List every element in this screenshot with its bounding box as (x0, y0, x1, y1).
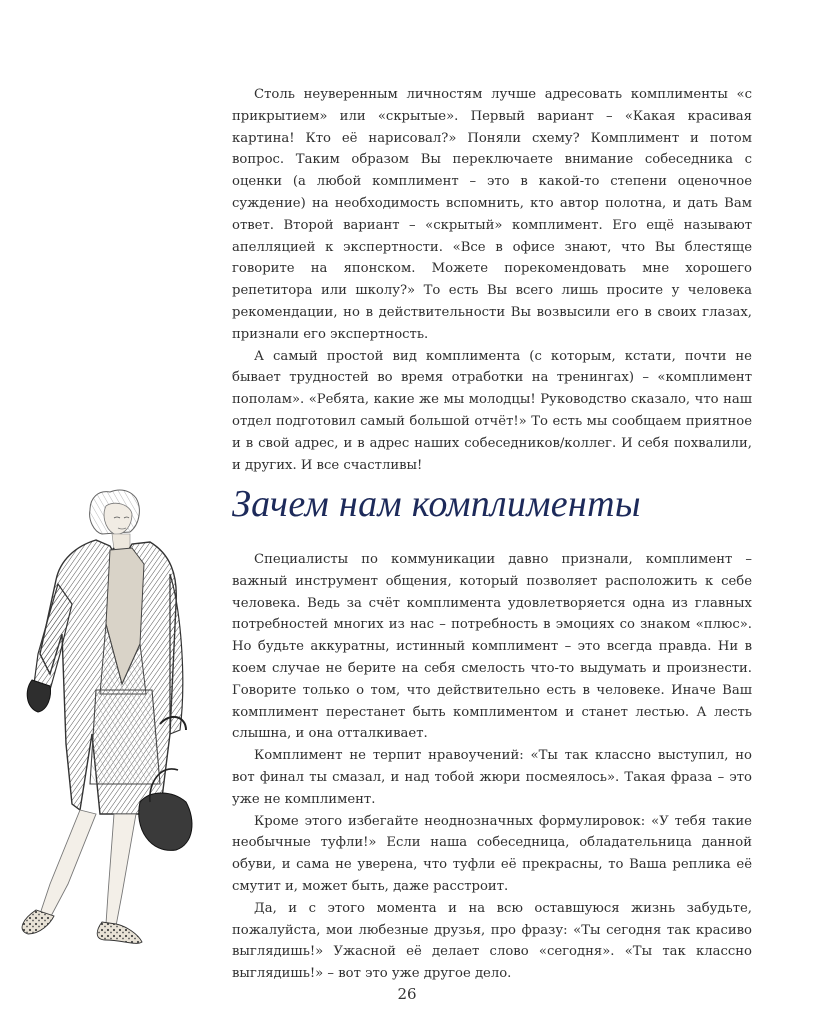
section-text (232, 549, 752, 985)
page-number: 26 (397, 985, 417, 1003)
paragraph: А самый простой вид комплимента (с которым, кстати, почти не бывает трудностей во время отработки на тренингах) – «комплимент пополам». «Ребята, какие же мы молодцы! Руководство сказало, что наш отдел подготовил самый большой отчёт!» То есть мы сообщаем приятное и в свой адрес, и в адрес наших собеседников/коллег. И себя похвалили, и других. И все счастливы! (232, 348, 752, 473)
paragraph: Да, и с этого момента и на всю оставшуюся жизнь забудьте, пожалуйста, мои любезные друзья, про фразу: «Ты сегодня так красиво выглядишь!» Ужасной её делает слово «сегодня». «Ты так классно выглядишь!» – вот это уже другое дело. (232, 900, 752, 982)
woman-illustration (10, 484, 210, 964)
paragraph: Специалисты по коммуникации давно признали, комплимент – важный инструмент общения, который позволяет расположить к себе человека. Ведь за счёт комплимента удовлетворяется одна из главных потребностей многих из нас – потребность в эмоциях со знаком «плюс». Но будьте аккуратны, истинный комплимент – это всегда правда. Ни в коем случае не берите на себя смелость что-то выдумать и произнести. Говорите только о том, что действительно есть в человеке. Иначе Ваш комплимент перестанет быть комплиментом и станет лестью. А лесть слышна, и она отталкивает. (232, 552, 752, 742)
paragraph: Столь неуверенным личностям лучше адресовать комплименты «с прикрытием» или «скрытые». Первый вариант – «Какая красивая картина! Кто её нарисовал?» Поняли схему? Комплимент и потом вопрос. Таким образом Вы переключаете внимание собеседника с оценки (а любой комплимент – это в какой-то степени оценочное суждение) на необходимость вспомнить, кто автор полотна, и дать Вам ответ. Второй вариант – «скрытый» комплимент. Его ещё называют апелляцией к экспертности. «Все в офисе знают, что Вы блестяще говорите на японском. Можете порекомендовать мне хорошего репетитора или школу?» То есть Вы всего лишь просите у человека рекомендации, но в действительности Вы возвысили его в своих глазах, признали его экспертность. (232, 87, 752, 342)
section-heading: Зачем нам комплименты (232, 483, 641, 525)
paragraph: Комплимент не терпит нравоучений: «Ты так классно выступил, но вот финал ты смазал, и над тобой жюри посмеялось». Такая фраза – это уже не комплимент. (232, 748, 752, 807)
intro-text (232, 84, 752, 476)
paragraph: Кроме этого избегайте неоднозначных формулировок: «У тебя такие необычные туфли!» Если наша собеседница, обладательница данной обуви, и сама не уверена, что туфли её прекрасны, то Ваша реплика её смутит и, может быть, даже расстроит. (232, 813, 752, 894)
